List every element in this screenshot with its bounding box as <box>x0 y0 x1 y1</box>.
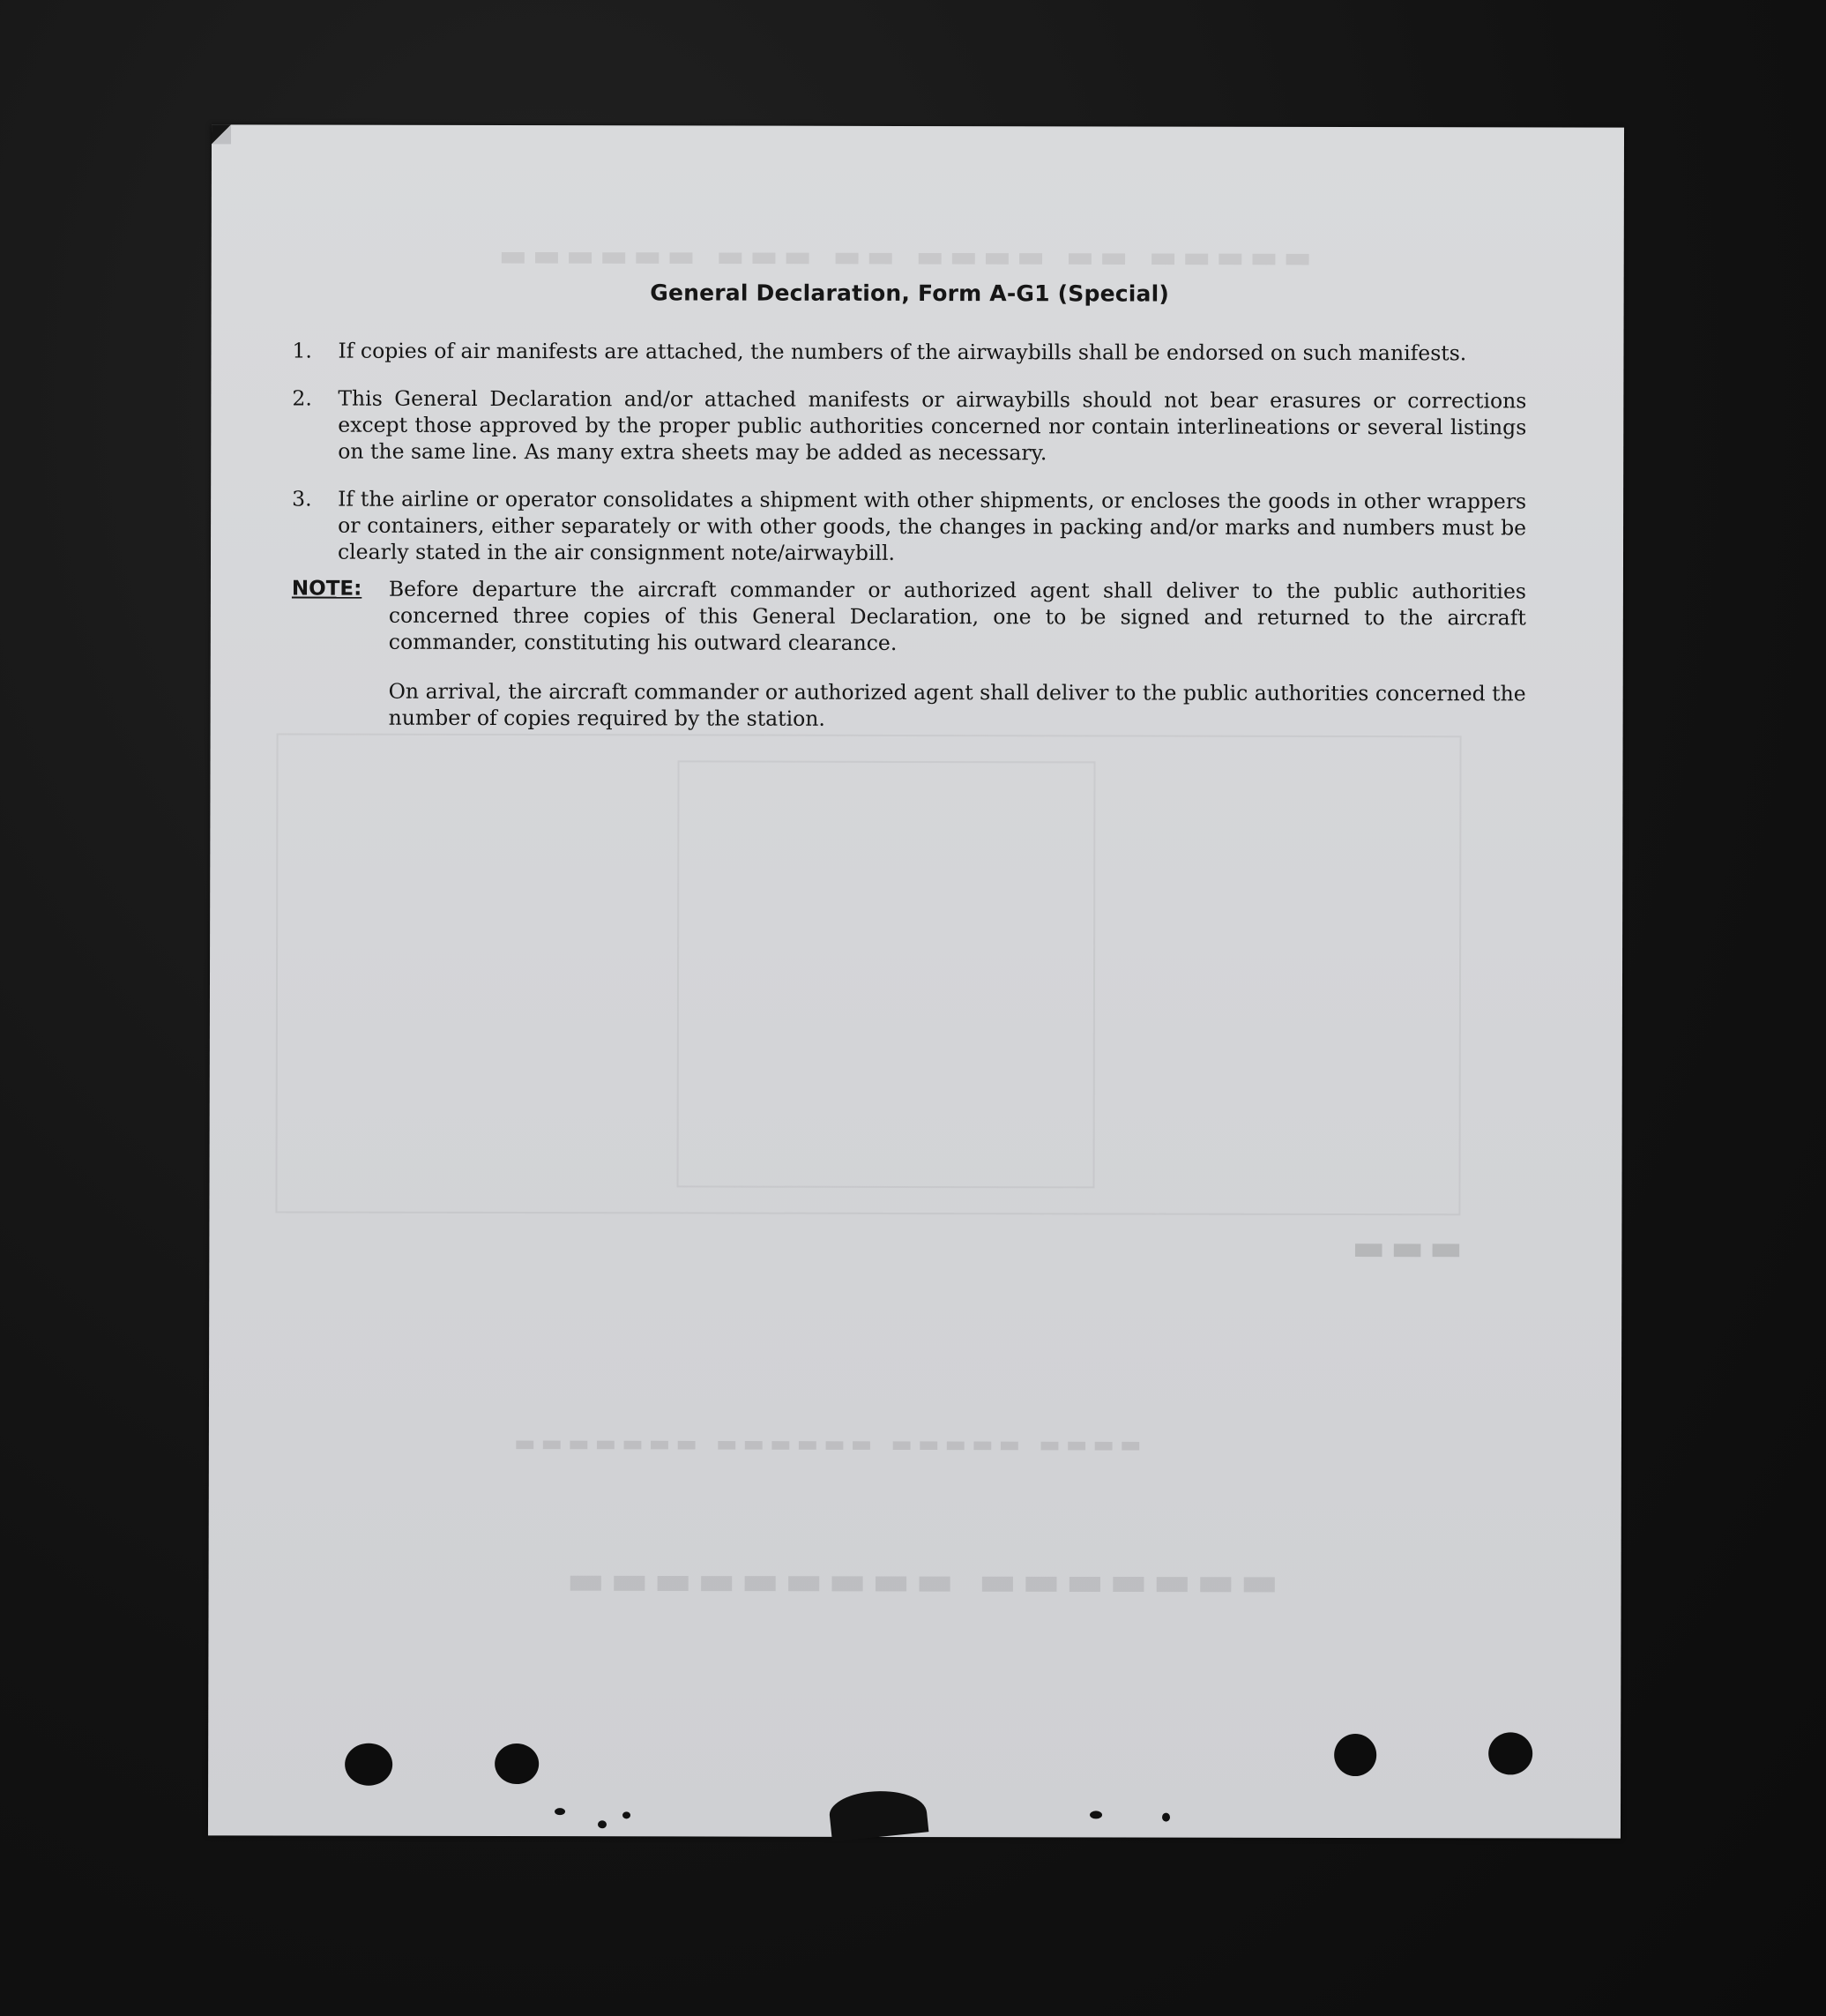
torn-edge <box>828 1786 929 1841</box>
bleed-through-cell <box>677 760 1096 1188</box>
bleed-through-large-heading: ▬▬▬▬▬▬▬ ▬▬▬▬▬▬▬▬▬ <box>561 1556 1279 1605</box>
page-title: General Declaration, Form A-G1 (Special) <box>650 280 1170 307</box>
note-label: NOTE: <box>291 577 362 601</box>
bleed-through-table <box>275 733 1461 1215</box>
item-number: 1. <box>292 338 312 363</box>
note-body <box>389 576 1526 757</box>
torn-speck <box>1162 1813 1170 1822</box>
torn-speck <box>622 1811 630 1818</box>
torn-speck <box>1090 1811 1102 1818</box>
declaration-text <box>292 280 1527 757</box>
note-paragraph: On arrival, the aircraft commander or authorized agent shall deliver to the public authorities concerned the number of copies required by the station. <box>388 678 1526 731</box>
list-item <box>292 338 1526 367</box>
item-text: This General Declaration and/or attached manifests or airwaybills should not bear erasures or corrections except those approved by the proper public authorities concerned nor contain interlineations or several listings on the same line. As many extra sheets may be added as necessary. <box>338 385 1527 466</box>
bleed-through-number: ▬▬▬ <box>1346 1228 1463 1269</box>
torn-speck <box>598 1820 607 1828</box>
item-text: If the airline or operator consolidates a shipment with other shipments, or encloses the goods in other wrappers or containers, either separately or with other goods, the changes in packing and/or marks and numbers must be clearly stated in the air consignment note/airwaybill. <box>337 486 1527 565</box>
bleed-through-heading: ▬▬▬▬▬ ▬▬ ▬▬▬▬ ▬▬ ▬▬▬ ▬▬▬▬▬▬ <box>493 237 1312 275</box>
item-number: 3. <box>292 486 312 511</box>
punch-hole <box>1334 1734 1376 1776</box>
punch-hole <box>1488 1732 1532 1774</box>
torn-speck <box>555 1808 565 1815</box>
punch-hole <box>345 1743 392 1786</box>
page-corner <box>212 124 231 144</box>
note-section <box>292 576 1526 757</box>
bleed-through-line: ▬▬▬▬ ▬▬▬▬▬ ▬▬▬▬▬▬ ▬▬▬▬▬▬▬ <box>508 1430 1142 1459</box>
punch-hole <box>495 1743 539 1784</box>
item-text: If copies of air manifests are attached, the numbers of the airwaybills shall be endorsed on such manifests. <box>338 338 1467 366</box>
item-number: 2. <box>292 385 312 411</box>
document-page <box>208 124 1624 1838</box>
list-item <box>292 486 1526 568</box>
list-item <box>292 385 1526 467</box>
note-paragraph: Before departure the aircraft commander or authorized agent shall deliver to the public authorities concerned three copies of this General Declaration, one to be signed and returned to the aircraft commander, constituting his outward clearance. <box>388 576 1526 655</box>
